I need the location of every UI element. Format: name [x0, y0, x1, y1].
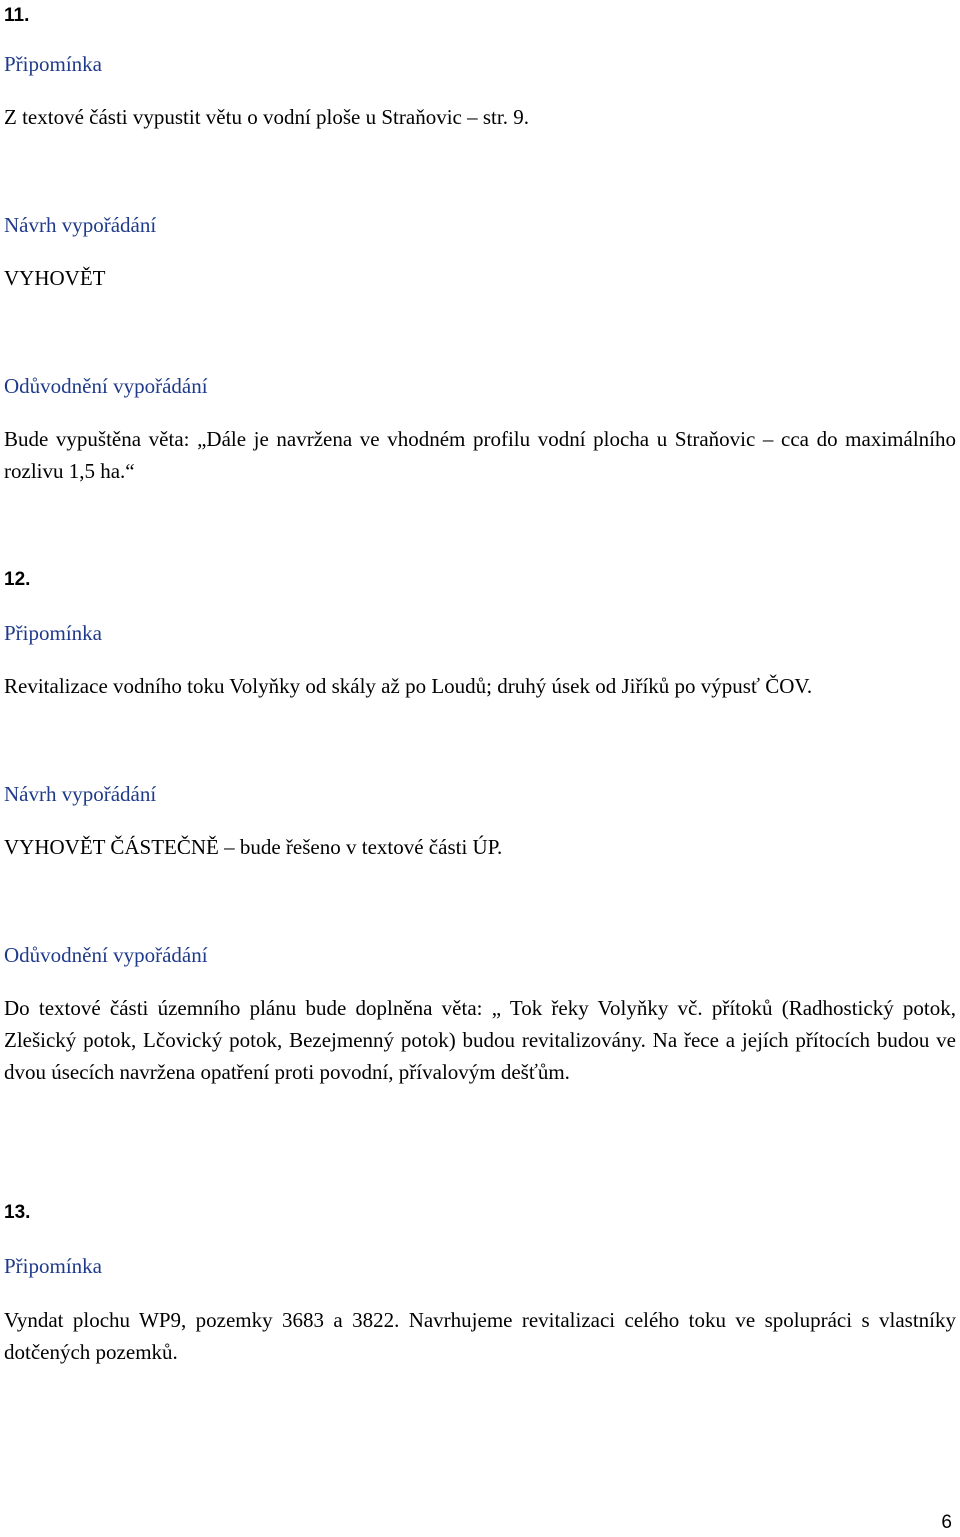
comment-text: Z textové části vypustit větu o vodní ploše u Straňovic – str. 9.: [4, 105, 529, 129]
comment-text: Vyndat plochu WP9, pozemky 3683 a 3822. Navrhujeme revitalizaci celého toku ve spolupráci s vlastníky dotčených pozemků.: [4, 1308, 956, 1364]
justification-label: Odůvodnění vypořádání: [4, 374, 208, 398]
proposal-label: Návrh vypořádání: [4, 213, 157, 237]
proposal-text: VYHOVĚT: [4, 266, 106, 290]
item-number: 13.: [4, 1202, 31, 1223]
justification-text: Bude vypuštěna věta: „Dále je navržena ve vhodném profilu vodní plocha u Straňovic – cca do maximálního rozlivu 1,5 ha.“: [4, 427, 956, 483]
justification-label: Odůvodnění vypořádání: [4, 943, 208, 967]
comment-label: Připomínka: [4, 52, 102, 76]
item-number: 11.: [4, 5, 30, 26]
item-number: 12.: [4, 569, 31, 590]
proposal-text: VYHOVĚT ČÁSTEČNĚ – bude řešeno v textové části ÚP.: [4, 835, 503, 859]
proposal-label: Návrh vypořádání: [4, 782, 157, 806]
comment-label: Připomínka: [4, 621, 102, 645]
page-number: 6: [941, 1512, 952, 1533]
comment-text: Revitalizace vodního toku Volyňky od skály až po Loudů; druhý úsek od Jiříků po výpusť ČOV.: [4, 674, 813, 698]
justification-text: Do textové části územního plánu bude doplněna věta: „ Tok řeky Volyňky vč. přítoků (Radhostický potok, Zlešický potok, Lčovický potok, Bezejmenný potok) budou revitalizovány. Na řece a jejích přítocích budou ve dvou úsecích navržena opatření proti povodní, přívalovým dešťům.: [4, 996, 956, 1084]
comment-label: Připomínka: [4, 1254, 102, 1278]
